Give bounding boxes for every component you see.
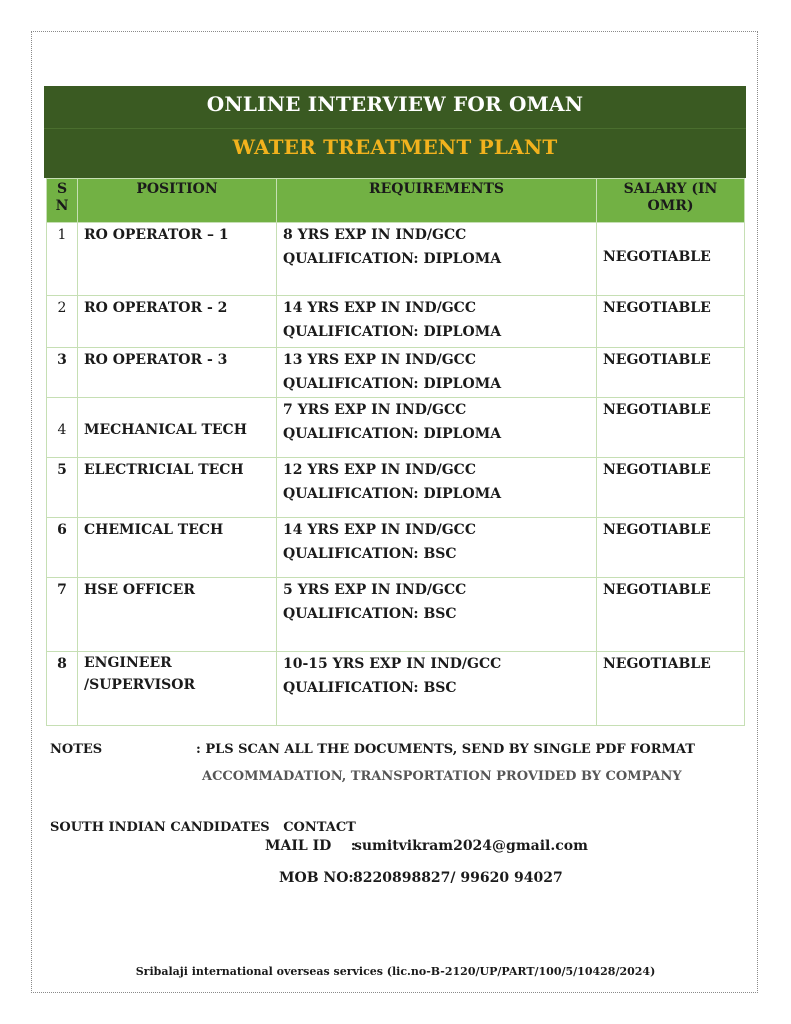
row-sn: 8 — [47, 652, 78, 726]
table-row — [47, 296, 745, 348]
table-row — [47, 348, 745, 398]
row-qualification: QUALIFICATION: BSC — [283, 546, 457, 562]
row-sn: 6 — [47, 518, 78, 578]
footer-license: Sribalaji international overseas services (lic.no-B-2120/UP/PART/100/5/10428/2024) — [135, 965, 656, 978]
contact-label: SOUTH INDIAN CANDIDATES CONTACT — [50, 820, 356, 835]
table-row — [47, 458, 745, 518]
header-salary: SALARY (IN OMR) — [597, 179, 745, 223]
row-position: RO OPERATOR - 3 — [78, 348, 277, 398]
notes-label: NOTES — [50, 742, 103, 757]
row-position: HSE OFFICER — [78, 578, 277, 652]
table-row — [47, 223, 745, 296]
title-banner — [44, 86, 746, 178]
row-salary: NEGOTIABLE — [597, 296, 745, 348]
row-salary: NEGOTIABLE — [597, 223, 745, 296]
header-sn: S N — [47, 179, 78, 223]
page-subtitle: WATER TREATMENT PLANT — [232, 135, 558, 159]
notes-line-2: ACCOMMADATION, TRANSPORTATION PROVIDED BY COMPANY — [202, 769, 682, 784]
row-salary: NEGOTIABLE — [597, 578, 745, 652]
row-sn: 1 — [47, 223, 78, 296]
table-row — [47, 578, 745, 652]
row-experience: 13 YRS EXP IN IND/GCC — [283, 352, 476, 368]
row-requirements — [277, 518, 597, 578]
header-requirements: REQUIREMENTS — [277, 179, 597, 223]
row-qualification: QUALIFICATION: DIPLOMA — [283, 426, 502, 442]
row-experience: 14 YRS EXP IN IND/GCC — [283, 300, 476, 316]
jobs-table — [46, 178, 745, 726]
row-requirements — [277, 578, 597, 652]
table-row — [47, 398, 745, 458]
row-sn: 3 — [47, 348, 78, 398]
row-experience: 10-15 YRS EXP IN IND/GCC — [283, 656, 502, 672]
row-salary: NEGOTIABLE — [597, 398, 745, 458]
row-experience: 8 YRS EXP IN IND/GCC — [283, 227, 467, 243]
row-sn: 4 — [47, 398, 78, 458]
row-sn: 7 — [47, 578, 78, 652]
row-requirements — [277, 296, 597, 348]
row-salary: NEGOTIABLE — [597, 518, 745, 578]
row-salary: NEGOTIABLE — [597, 348, 745, 398]
row-qualification: QUALIFICATION: DIPLOMA — [283, 324, 502, 340]
row-position: CHEMICAL TECH — [78, 518, 277, 578]
row-qualification: QUALIFICATION: BSC — [283, 680, 457, 696]
row-qualification: QUALIFICATION: BSC — [283, 606, 457, 622]
row-experience: 5 YRS EXP IN IND/GCC — [283, 582, 467, 598]
table-header-row — [47, 179, 745, 223]
table-row — [47, 518, 745, 578]
notes-line-1: : PLS SCAN ALL THE DOCUMENTS, SEND BY SINGLE PDF FORMAT — [196, 742, 695, 757]
table-row — [47, 652, 745, 726]
row-sn: 5 — [47, 458, 78, 518]
row-position: ENGINEER /SUPERVISOR — [78, 652, 277, 726]
row-experience: 14 YRS EXP IN IND/GCC — [283, 522, 476, 538]
mobile-label: MOB NO: — [279, 870, 354, 886]
banner-divider — [44, 128, 746, 129]
row-requirements — [277, 652, 597, 726]
row-position: RO OPERATOR - 2 — [78, 296, 277, 348]
row-sn: 2 — [47, 296, 78, 348]
row-qualification: QUALIFICATION: DIPLOMA — [283, 486, 502, 502]
row-experience: 12 YRS EXP IN IND/GCC — [283, 462, 476, 478]
row-requirements — [277, 458, 597, 518]
row-qualification: QUALIFICATION: DIPLOMA — [283, 376, 502, 392]
row-salary: NEGOTIABLE — [597, 458, 745, 518]
mobile-number: 8220898827/ 99620 94027 — [353, 870, 563, 886]
row-requirements — [277, 398, 597, 458]
row-salary: NEGOTIABLE — [597, 652, 745, 726]
row-requirements — [277, 348, 597, 398]
header-position: POSITION — [78, 179, 277, 223]
row-experience: 7 YRS EXP IN IND/GCC — [283, 402, 467, 418]
row-qualification: QUALIFICATION: DIPLOMA — [283, 251, 502, 267]
row-position: ELECTRICIAL TECH — [78, 458, 277, 518]
row-requirements — [277, 223, 597, 296]
mail-address: sumitvikram2024@gmail.com — [354, 838, 588, 854]
page-title: ONLINE INTERVIEW FOR OMAN — [206, 92, 584, 116]
row-position: MECHANICAL TECH — [78, 398, 277, 458]
row-position: RO OPERATOR – 1 — [78, 223, 277, 296]
mail-label: MAIL ID : — [265, 838, 356, 854]
